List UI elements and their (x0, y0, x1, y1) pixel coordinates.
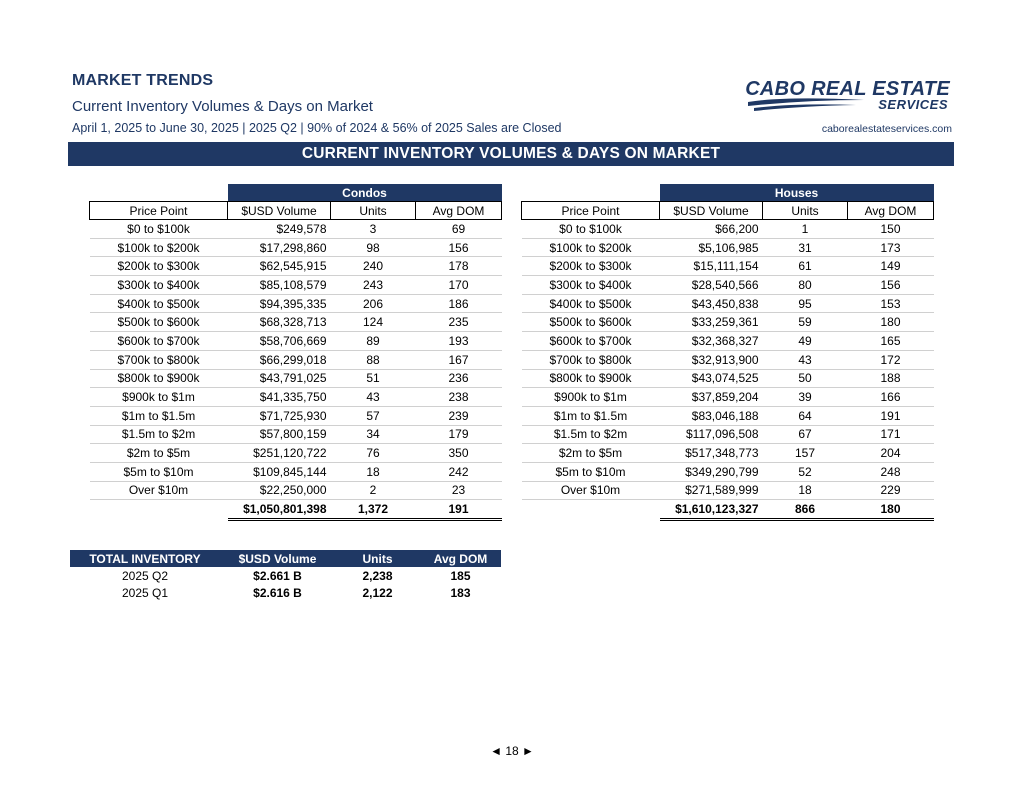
dom-cell: 236 (416, 369, 502, 388)
table-row (70, 585, 501, 603)
total-volume-cell: $1,050,801,398 (228, 500, 331, 520)
table-row (522, 332, 934, 351)
price-point-cell: $400k to $500k (522, 294, 660, 313)
units-cell: 31 (763, 238, 848, 257)
volume-cell: $28,540,566 (660, 276, 763, 295)
page-navigation (0, 744, 1024, 758)
table-row (522, 369, 934, 388)
dom-cell: 165 (848, 332, 934, 351)
table-row (522, 425, 934, 444)
volume-cell: $57,800,159 (228, 425, 331, 444)
dom-cell: 23 (416, 481, 502, 500)
volume-cell: $17,298,860 (228, 238, 331, 257)
volume-cell: $109,845,144 (228, 462, 331, 481)
table-row (90, 481, 502, 500)
dom-cell: 235 (416, 313, 502, 332)
units-cell: 43 (763, 350, 848, 369)
column-header: $USD Volume (660, 202, 763, 220)
column-header: Avg DOM (420, 550, 501, 567)
table-row (522, 238, 934, 257)
volume-cell: $83,046,188 (660, 406, 763, 425)
column-header: $USD Volume (228, 202, 331, 220)
price-point-cell: $5m to $10m (522, 462, 660, 481)
page-title: MARKET TRENDS (72, 72, 214, 89)
volume-cell: $251,120,722 (228, 444, 331, 463)
column-header: Avg DOM (848, 202, 934, 220)
price-point-cell: $300k to $400k (522, 276, 660, 295)
units-cell: 18 (763, 481, 848, 500)
volume-cell: $33,259,361 (660, 313, 763, 332)
units-cell: 64 (763, 406, 848, 425)
units-cell: 240 (331, 257, 416, 276)
volume-cell: $37,859,204 (660, 388, 763, 407)
dom-cell: 248 (848, 462, 934, 481)
page-number: 18 (505, 744, 519, 758)
price-point-cell: $200k to $300k (90, 257, 228, 276)
dom-cell: 178 (416, 257, 502, 276)
volume-cell: $349,290,799 (660, 462, 763, 481)
price-point-cell: $1m to $1.5m (90, 406, 228, 425)
price-point-cell: Over $10m (522, 481, 660, 500)
logo-text-line1: CABO REAL ESTATE (745, 78, 950, 100)
table-row (90, 220, 502, 239)
dom-cell: 188 (848, 369, 934, 388)
units-cell: 49 (763, 332, 848, 351)
price-point-cell: $700k to $800k (90, 350, 228, 369)
volume-cell: $517,348,773 (660, 444, 763, 463)
previous-page-icon[interactable]: ◄ (490, 744, 502, 758)
price-point-cell: $100k to $200k (90, 238, 228, 257)
next-page-icon[interactable]: ► (522, 744, 534, 758)
price-point-cell: $500k to $600k (522, 313, 660, 332)
volume-cell: $43,074,525 (660, 369, 763, 388)
dom-cell: 186 (416, 294, 502, 313)
table-row (522, 388, 934, 407)
dom-cell: 156 (416, 238, 502, 257)
volume-cell: $5,106,985 (660, 238, 763, 257)
table-row (522, 444, 934, 463)
units-cell: 52 (763, 462, 848, 481)
volume-cell: $43,791,025 (228, 369, 331, 388)
price-point-cell: $2m to $5m (90, 444, 228, 463)
price-point-cell: $600k to $700k (522, 332, 660, 351)
dom-cell: 183 (450, 586, 471, 601)
volume-cell: $15,111,154 (660, 257, 763, 276)
total-dom-cell: 180 (848, 500, 934, 520)
price-point-cell: $800k to $900k (90, 369, 228, 388)
units-cell: 67 (763, 425, 848, 444)
volume-cell: $62,545,915 (228, 257, 331, 276)
column-header: Units (335, 550, 420, 567)
price-point-cell: $400k to $500k (90, 294, 228, 313)
dom-cell: 166 (848, 388, 934, 407)
table-row (522, 481, 934, 500)
total-row (90, 500, 502, 520)
units-cell: 57 (331, 406, 416, 425)
dom-cell: 180 (848, 313, 934, 332)
units-cell: 2,238 (362, 568, 393, 583)
units-cell: 1 (763, 220, 848, 239)
price-point-cell: $2m to $5m (522, 444, 660, 463)
period-line: April 1, 2025 to June 30, 2025 | 2025 Q2 | 90% of 2024 & 56% of 2025 Sales are Closed (72, 121, 562, 135)
table-row (90, 332, 502, 351)
dom-cell: 191 (848, 406, 934, 425)
dom-cell: 242 (416, 462, 502, 481)
dom-cell: 185 (450, 568, 471, 583)
volume-cell: $66,200 (660, 220, 763, 239)
column-header: Units (331, 202, 416, 220)
dom-cell: 171 (848, 425, 934, 444)
price-point-cell: $1.5m to $2m (522, 425, 660, 444)
dom-cell: 193 (416, 332, 502, 351)
units-cell: 61 (763, 257, 848, 276)
volume-cell: $43,450,838 (660, 294, 763, 313)
table-row (90, 388, 502, 407)
total-inventory-table (70, 550, 501, 602)
volume-cell: $271,589,999 (660, 481, 763, 500)
units-cell: 51 (331, 369, 416, 388)
volume-cell: $2.616 B (253, 586, 302, 601)
price-point-cell: $200k to $300k (522, 257, 660, 276)
total-units-cell: 1,372 (331, 500, 416, 520)
dom-cell: 173 (848, 238, 934, 257)
units-cell: 98 (331, 238, 416, 257)
column-header: TOTAL INVENTORY (70, 550, 220, 567)
volume-cell: $58,706,669 (228, 332, 331, 351)
total-spacer (522, 500, 660, 520)
price-point-cell: $0 to $100k (522, 220, 660, 239)
volume-cell: $66,299,018 (228, 350, 331, 369)
price-point-cell: $500k to $600k (90, 313, 228, 332)
units-cell: 39 (763, 388, 848, 407)
units-cell: 18 (331, 462, 416, 481)
price-point-cell: $5m to $10m (90, 462, 228, 481)
total-row (522, 500, 934, 520)
price-point-cell: $1.5m to $2m (90, 425, 228, 444)
logo-text-line2: SERVICES (878, 97, 948, 112)
price-point-cell: $900k to $1m (90, 388, 228, 407)
volume-cell: $32,368,327 (660, 332, 763, 351)
units-cell: 89 (331, 332, 416, 351)
table-row (522, 313, 934, 332)
total-volume-cell: $1,610,123,327 (660, 500, 763, 520)
website-link[interactable]: caborealestateservices.com (821, 123, 952, 135)
dom-cell: 167 (416, 350, 502, 369)
dom-cell: 239 (416, 406, 502, 425)
dom-cell: 179 (416, 425, 502, 444)
table-row (90, 294, 502, 313)
dom-cell: 229 (848, 481, 934, 500)
column-header: Price Point (90, 202, 228, 220)
dom-cell: 69 (416, 220, 502, 239)
table-row (90, 444, 502, 463)
table-row (90, 276, 502, 295)
table-row (70, 567, 501, 585)
price-point-cell: $600k to $700k (90, 332, 228, 351)
dom-cell: 156 (848, 276, 934, 295)
price-point-cell: $900k to $1m (522, 388, 660, 407)
houses-table (521, 184, 934, 521)
houses-group-header: Houses (660, 184, 934, 202)
condos-table (89, 184, 502, 521)
dom-cell: 172 (848, 350, 934, 369)
price-point-cell: $800k to $900k (522, 369, 660, 388)
period-cell: 2025 Q2 (121, 568, 169, 583)
volume-cell: $68,328,713 (228, 313, 331, 332)
group-spacer (522, 184, 660, 202)
units-cell: 157 (763, 444, 848, 463)
price-point-cell: $0 to $100k (90, 220, 228, 239)
table-row (90, 238, 502, 257)
page-subtitle: Current Inventory Volumes & Days on Market (72, 98, 373, 115)
table-row (522, 220, 934, 239)
units-cell: 243 (331, 276, 416, 295)
company-logo (740, 74, 960, 118)
dom-cell: 238 (416, 388, 502, 407)
units-cell: 76 (331, 444, 416, 463)
volume-cell: $94,395,335 (228, 294, 331, 313)
units-cell: 124 (331, 313, 416, 332)
units-cell: 50 (763, 369, 848, 388)
group-spacer (90, 184, 228, 202)
total-spacer (90, 500, 228, 520)
dom-cell: 150 (848, 220, 934, 239)
dom-cell: 350 (416, 444, 502, 463)
table-row (522, 406, 934, 425)
price-point-cell: $100k to $200k (522, 238, 660, 257)
table-row (522, 276, 934, 295)
total-units-cell: 866 (763, 500, 848, 520)
table-row (90, 313, 502, 332)
price-point-cell: $1m to $1.5m (522, 406, 660, 425)
table-row (522, 350, 934, 369)
units-cell: 59 (763, 313, 848, 332)
table-row (90, 350, 502, 369)
table-row (522, 294, 934, 313)
price-point-cell: Over $10m (90, 481, 228, 500)
table-row (90, 257, 502, 276)
column-header: Price Point (522, 202, 660, 220)
table-row (522, 462, 934, 481)
table-row (90, 406, 502, 425)
units-cell: 2,122 (362, 586, 393, 601)
units-cell: 34 (331, 425, 416, 444)
total-dom-cell: 191 (416, 500, 502, 520)
table-row (90, 425, 502, 444)
column-header: Avg DOM (416, 202, 502, 220)
volume-cell: $32,913,900 (660, 350, 763, 369)
table-row (90, 369, 502, 388)
dom-cell: 204 (848, 444, 934, 463)
table-row (90, 462, 502, 481)
units-cell: 3 (331, 220, 416, 239)
condos-group-header: Condos (228, 184, 502, 202)
volume-cell: $41,335,750 (228, 388, 331, 407)
units-cell: 88 (331, 350, 416, 369)
section-banner: CURRENT INVENTORY VOLUMES & DAYS ON MARKET (68, 142, 954, 166)
price-point-cell: $300k to $400k (90, 276, 228, 295)
dom-cell: 149 (848, 257, 934, 276)
period-cell: 2025 Q1 (121, 586, 169, 601)
units-cell: 80 (763, 276, 848, 295)
units-cell: 43 (331, 388, 416, 407)
units-cell: 206 (331, 294, 416, 313)
volume-cell: $117,096,508 (660, 425, 763, 444)
volume-cell: $22,250,000 (228, 481, 331, 500)
column-header: $USD Volume (220, 550, 335, 567)
table-row (522, 257, 934, 276)
column-header: Units (763, 202, 848, 220)
units-cell: 95 (763, 294, 848, 313)
volume-cell: $249,578 (228, 220, 331, 239)
volume-cell: $71,725,930 (228, 406, 331, 425)
dom-cell: 170 (416, 276, 502, 295)
dom-cell: 153 (848, 294, 934, 313)
price-point-cell: $700k to $800k (522, 350, 660, 369)
units-cell: 2 (331, 481, 416, 500)
volume-cell: $85,108,579 (228, 276, 331, 295)
volume-cell: $2.661 B (253, 568, 302, 583)
